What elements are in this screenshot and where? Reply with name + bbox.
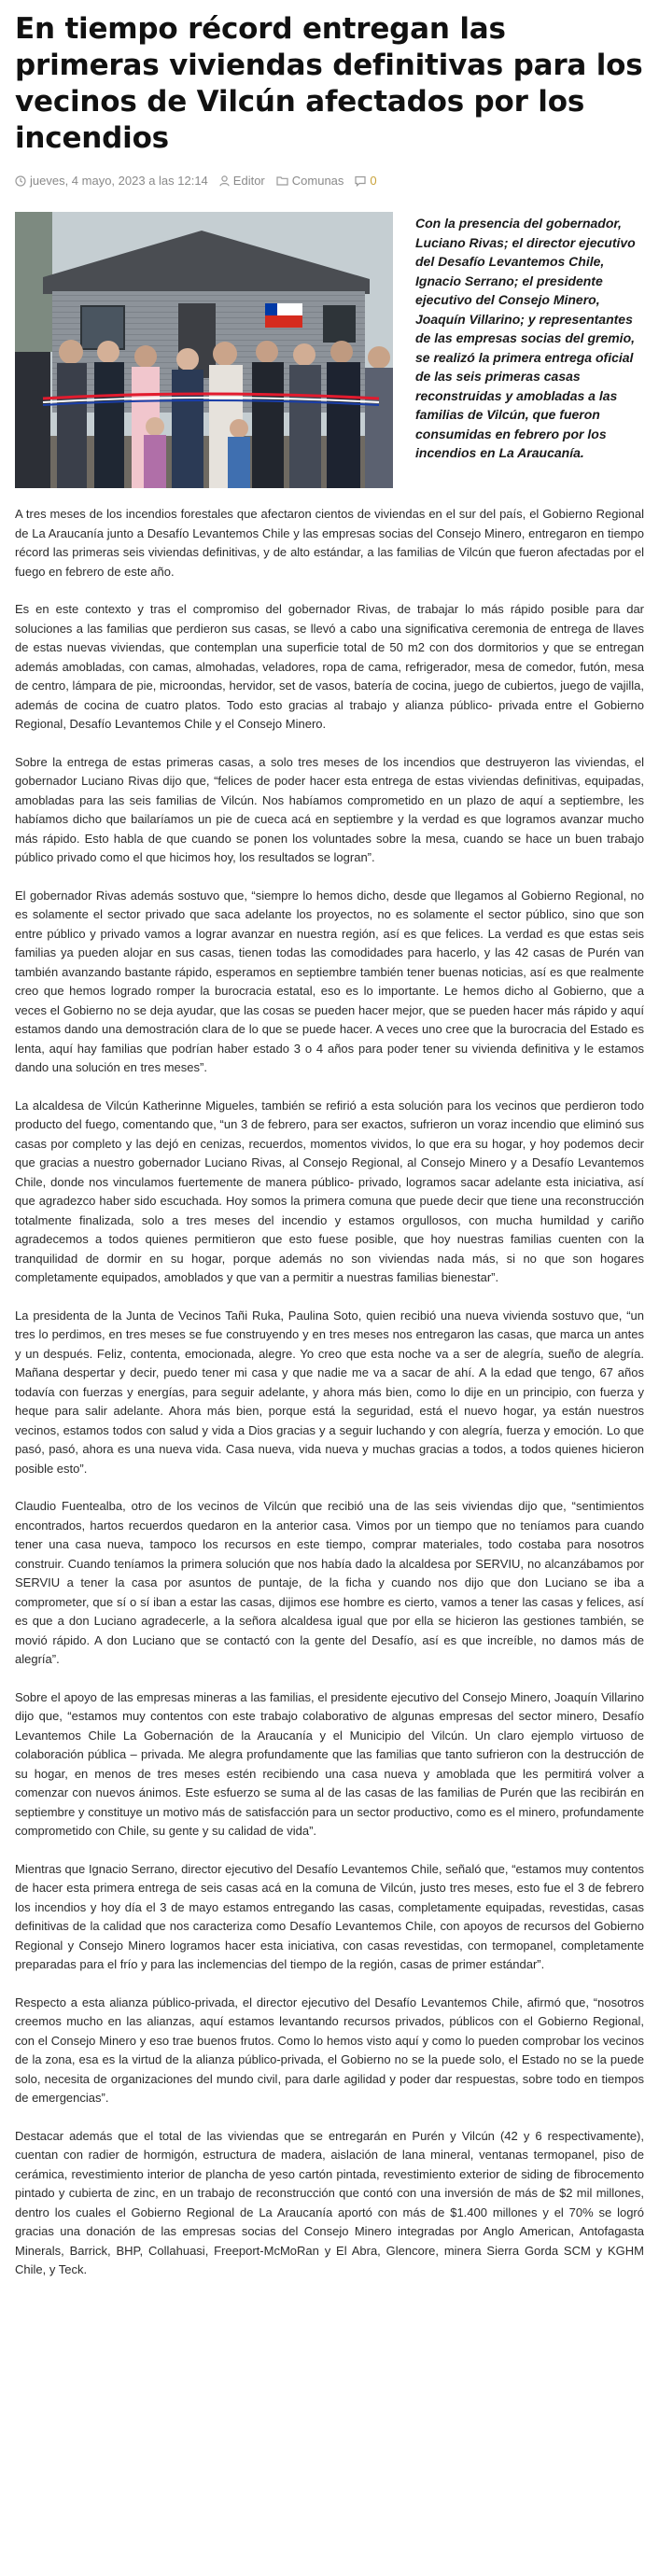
meta-category[interactable]	[276, 174, 344, 188]
comment-icon	[355, 175, 366, 187]
paragraph-11: Destacar además que el total de las viviendas que se entregarán en Purén y Vilcún (42 y 6 respectivamente), cuentan con radier de hormigón, estructura de madera, aislación de lana mineral, ventanas termopanel, piso de cerámica, revestimiento interior de plancha de yeso cartón pintada, revestimiento exterior de siding de fibrocemento pintado y cubierta de zinc, en un trabajo de reconstrucción que contó con una inversión de más de $2 mil millones, dentro los cuales el Gobierno Regional de La Araucanía aportó con más de $1.400 millones y el 70% se logró gracias una donación de las empresas socias del Consejo Minero integradas por Anglo American, Antofagasta Minerals, Barrick, BHP, Collahuasi, Freeport-McMoRan y El Abra, Glencore, minera Sierra Gorda SCM y KGHM Chile, y Teck.	[15, 2128, 644, 2276]
paragraph-7: Claudio Fuentealba, otro de los vecinos de Vilcún que recibió una de las seis viviendas dijo que, “sentimientos encontrados, hartos recuerdos quedaron en la anterior casa. Vimos por un tiempo que no teníamos para cuando tener una casa nueva, tampoco los recursos en este tiempo, comprar materiales, todo costaba para nosotros construir. Cuando teníamos la primera solución que nos había dado la alcaldesa por SERVIU, no alcanzábamos por SERVIU a tener la casa por asuntos de puntaje, de la ficha y cuando nos dijo que don Luciano se iba a comprometer, que sí o sí iban a estar las casas, dijimos ese hombre es cierto, vamos a tener las casas y felices, así es que a don Luciano agradecerle, a la señora alcaldesa igual que por ella se hicieron las gestiones también, se movió rápido. A don Luciano que se contactó con la gente del Desafío, así es que increíble, no damos más de alegría”.	[15, 1499, 644, 1666]
paragraph-2: Es en este contexto y tras el compromiso del gobernador Rivas, de trabajar lo más rápido posible para dar soluciones a las familias que perdieron sus casas, se llevó a cabo una significativa ceremonia de entrega de llaves de estas nuevas viviendas, que contemplan una superficie total de 50 m2 con dos dormitorios y que se entregan además amobladas, con camas, almohadas, veladores, ropa de cama, refrigerador, mesa de comedor, futón, mesa de centro, lámpara de pie, microondas, hervidor, set de vasos, batería de cocina, juego de cubiertos, juego de vajilla, además de cocina de cuatro platos. Todo esto gracias al trabajo y alianza público- privada entre el Gobierno Regional, Desafío Levantemos Chile y el Consejo Minero.	[15, 602, 644, 731]
meta-date	[15, 174, 208, 188]
paragraph-4: El gobernador Rivas además sostuvo que, “siempre lo hemos dicho, desde que llegamos al Gobierno Regional, no es solamente el sector privado que saca adelante los proyectos, no es solamente el sector público, sino que son entre público y privado vamos a lograr avanzar en nuestra región, así es que felices. La verdad es que estas seis familias ya pueden alojar en sus casas, tienen todas las comodidades para hacerlo, y las 42 casas de Purén van también avanzando bastante rápido, esperamos en septiembre también tener buenas noticias, así es que realmente creo que hemos logrado romper la burocracia estatal, eso es lo importante. Le hemos dicho al Gobierno, que a veces el Gobierno no se deja ayudar, que las cosas se pueden hacer mejor, que se pueden hacer más rápido y aquí estamos dando una demostración clara de lo que se puede hacer. A veces uno cree que la burocracia del Estado es lenta, aquí hay familias que podrían haber estado 3 o 4 años para poder tener su vivienda definitiva y le estamos dando una solución en tres meses”.	[15, 888, 644, 1074]
paragraph-6: La presidenta de la Junta de Vecinos Tañi Ruka, Paulina Soto, quien recibió una nueva vivienda sostuvo que, “un tres lo perdimos, en tres meses se fue construyendo y en tres meses nos entregaron las casas, que marca un antes y un después. Feliz, contenta, emocionada, alegre. Yo creo que esta noche va a ser de alegría, sueño de alegría. Mañana despertar y decir, puedo tener mi casa y que nadie me va a sacar de ahí. A la edad que tengo, 67 años todavía con fuerzas y energías, para seguir adelante, y ahora más bien, como lo dije en un principio, con fuerza y heque para salir adelante. Ahora más bien, porque está la seguridad, está el nuevo hogar, ya están nuestros vecinos, estamos todos con salud y vida a Dios gracias y a seguir luchando y con alegría, fuerza y emoción. Lo que pasó, pasó, ahora es una nueva vida. Casa nueva, vida nueva y muchas gracias a todos, a todos quienes hicieron posible esto”.	[15, 1308, 644, 1476]
user-icon	[219, 175, 230, 187]
paragraph-1: A tres meses de los incendios forestales que afectaron cientos de viviendas en el sur del país, el Gobierno Regional de La Araucanía junto a Desafío Levantemos Chile y las empresas socias del Consejo Minero, entregaron en tiempo récord las primeras seis viviendas definitivas, y de alto estándar, a las familias de Vilcún que fueron afectadas por el fuego en febrero de este año.	[15, 507, 644, 579]
meta-author-text[interactable]: Editor	[232, 174, 265, 188]
meta-comments[interactable]	[355, 174, 376, 188]
meta-date-text: jueves, 4 mayo, 2023 a las 12:14	[30, 174, 208, 188]
paragraph-5: La alcaldesa de Vilcún Katherinne Migueles, también se refirió a esta solución para los vecinos que perdieron todo producto del fuego, comentando que, “un 3 de febrero, para ser exactos, sufrieron un voraz incendio que eliminó sus casas por completo y las dejó en cenizas, recuerdos, momentos vividos, lo que era su hogar, y hoy podemos decir que gracias a nuestro gobernador Luciano Rivas, al Consejo Regional, al Consejo Minero y a Desafío Levantemos Chile, donde nos vinculamos fuertemente de manera público- privado, logramos sacar adelante esta iniciativa, así que agradezco haber sido escuchada. Hoy somos la primera comuna que puede decir que tiene una reconstrucción totalmente finalizada, solo a tres meses del incendio y estamos orgullosos, con mucha humildad y cariño agradecemos a todos quienes permitieron que esto fuese posible, que hoy nuestras familias cuenten con la tranquilidad de dormir en su hogar, porque además no son viviendas nada más, si no que son hogares completamente equipados, amoblados y que van a permitir a nuestras familias bienestar”.	[15, 1098, 644, 1284]
article-body	[15, 505, 644, 2280]
folder-icon	[276, 175, 288, 186]
article-title: En tiempo récord entregan las primeras viviendas definitivas para los vecinos de Vilcún afectados por los incendios	[15, 12, 643, 155]
meta-author[interactable]	[219, 174, 265, 188]
meta-category-text[interactable]: Comunas	[291, 174, 344, 188]
meta-comments-count[interactable]: 0	[370, 174, 377, 188]
clock-icon	[15, 175, 26, 187]
ribbon-cutting-photo	[15, 212, 393, 488]
paragraph-3: Sobre la entrega de estas primeras casas, a solo tres meses de los incendios que destruyeron las viviendas, el gobernador Luciano Rivas dijo que, “felices de poder hacer esta entrega de estas viviendas definitivas, equipadas, amobladas para las seis familias de Vilcún. Nos habíamos comprometido en un plazo de aquí a septiembre, les habíamos dicho que bailaríamos un pie de cueca acá en septiembre y la verdad es que logramos avanzar mucho más rápido. Esto habla de que cuando se ponen los voluntades sobre la mesa, cuando se hace un buen trabajo público privado como el que hicimos hoy, los resultados se logran”.	[15, 754, 644, 864]
paragraph-8: Sobre el apoyo de las empresas mineras a las familias, el presidente ejecutivo del Consejo Minero, Joaquín Villarino dijo que, “estamos muy contentos con este trabajo colaborativo de algunas empresas del sector minero, Desafío Levantemos Chile La Gobernación de la Araucanía y el Municipio del Vilcún. Un claro ejemplo virtuoso de colaboración pública – privada. Me alegra profundamente que las familias que tanto sufrieron con la destrucción de su hogar, en menos de tres meses estén recibiendo una casa nueva y amoblada que les permitirá volver a comenzar con nuevos ánimos. Este esfuerzo se suma al de las casas de las familias de Purén que las recibirán en septiembre y constituye un motivo más de satisfacción para un sector productivo, como es el minero, profundamente comprometido con Chile, su gente y su calidad de vida”.	[15, 1689, 644, 1838]
article-meta	[15, 174, 644, 188]
article-lead: Con la presencia del gobernador, Luciano Rivas; el director ejecutivo del Desafío Levantemos Chile, Ignacio Serrano; el presidente ejecutivo del Consejo Minero, Joaquín Villarino; y representantes de las empresas socias del gremio, se realizó la primera entrega oficial de las seis primeras casas reconstruidas y amobladas a las familias de Vilcún, que fueron consumidas en febrero por los incendios en La Araucanía.	[415, 216, 636, 460]
lead-section	[15, 212, 644, 492]
paragraph-9: Mientras que Ignacio Serrano, director ejecutivo del Desafío Levantemos Chile, señaló que, “estamos muy contentos de hacer esta primera entrega de seis casas acá en la comuna de Vilcún, justo tres meses, esto fue el 3 de febrero los incendios y hoy día el 3 de mayo estamos entregando las casas, completamente equipadas, revestidas, casas definitivas de la calidad que nos caracteriza como Desafío Levantemos Chile, con apoyos de recursos del Gobierno Regional y Consejo Minero logramos hacer esta iniciativa, con casas revestidas, con termopanel, completamente preparadas para el frío y para las inclemencias del tiempo de la región, casas de primer estándar”.	[15, 1861, 644, 1971]
paragraph-10: Respecto a esta alianza público-privada, el director ejecutivo del Desafío Levantemos Chile, afirmó que, “nosotros creemos mucho en las alianzas, aquí estamos levantando recursos privados, públicos con el Gobierno Regional, con el Consejo Minero y eso trae buenos frutos. Como lo hemos visto aquí y como lo pueden comprobar los vecinos de la zona, esa es la virtud de la alianza público-privada, el Gobierno no se la puede solo, el Estado no se la puede solo, necesita de organizaciones del mundo civil, para darle agilidad y poder dar respuestas, sobre todo en tiempos de emergencias”.	[15, 1995, 644, 2105]
